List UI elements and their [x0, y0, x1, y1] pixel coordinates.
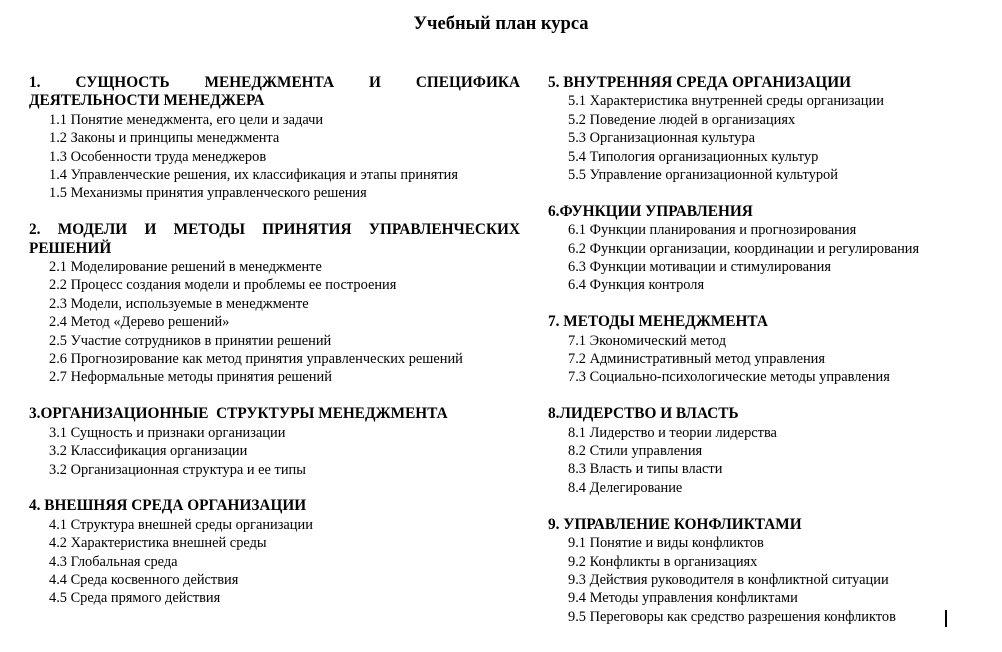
section-2-title-line1: 2. МОДЕЛИ И МЕТОДЫ ПРИНЯТИЯ УПРАВЛЕНЧЕСКИХ — [29, 221, 520, 239]
list-item: 7.2 Административный метод управления — [568, 351, 825, 368]
section-7-title: 7. МЕТОДЫ МЕНЕДЖМЕНТА — [548, 313, 768, 331]
list-item: 5.4 Типология организационных культур — [568, 148, 819, 165]
section-2 — [29, 221, 520, 387]
list-item: 1.4 Управленческие решения, их классификация и этапы принятия — [49, 167, 458, 184]
list-item: 9.3 Действия руководителя в конфликтной ситуации — [568, 571, 889, 588]
list-item: 5.3 Организационная культура — [568, 130, 755, 147]
list-item: 7.1 Экономический метод — [568, 332, 727, 349]
list-item: 6.3 Функции мотивации и стимулирования — [568, 259, 831, 276]
list-item: 4.1 Структура внешней среды организации — [49, 516, 313, 533]
document-title: Учебный план курса — [413, 14, 589, 34]
section-spacer — [548, 295, 978, 313]
section-8-title: 8.ЛИДЕРСТВО И ВЛАСТЬ — [548, 405, 739, 423]
section-1-title-line2: ДЕЯТЕЛЬНОСТИ МЕНЕДЖЕРА — [29, 92, 265, 110]
list-item: 8.4 Делегирование — [568, 479, 683, 496]
list-item: 6.4 Функция контроля — [568, 277, 705, 294]
list-item: 1.2 Законы и принципы менеджмента — [49, 130, 280, 147]
section-7-items — [548, 332, 978, 387]
section-9-title: 9. УПРАВЛЕНИЕ КОНФЛИКТАМИ — [548, 515, 802, 533]
section-1-items — [29, 111, 520, 203]
section-7 — [548, 313, 978, 387]
section-4-items — [29, 516, 520, 608]
section-8-items — [548, 424, 978, 498]
list-item: 5.5 Управление организационной культурой — [568, 167, 838, 184]
section-2-title-line2: РЕШЕНИЙ — [29, 239, 112, 257]
section-spacer — [548, 387, 978, 405]
list-item: 9.5 Переговоры как средство разрешения конфликтов — [568, 608, 896, 625]
list-item: 9.1 Понятие и виды конфликтов — [568, 535, 764, 552]
section-spacer — [548, 497, 978, 515]
section-spacer — [548, 184, 978, 202]
section-3-title: 3.ОРГАНИЗАЦИОННЫЕ СТРУКТУРЫ МЕНЕДЖМЕНТА — [29, 405, 448, 423]
section-spacer — [29, 387, 520, 405]
section-1-title-line1: 1. СУЩНОСТЬ МЕНЕДЖМЕНТА И СПЕЦИФИКА — [29, 74, 520, 91]
list-item: 3.1 Сущность и признаки организации — [49, 424, 286, 441]
section-9 — [548, 516, 978, 626]
list-item: 6.1 Функции планирования и прогнозирования — [568, 222, 857, 239]
list-item: 3.2 Организационная структура и ее типы — [49, 461, 306, 478]
list-item: 3.2 Классификация организации — [49, 443, 248, 460]
list-item: 8.3 Власть и типы власти — [568, 461, 723, 478]
section-6-items — [548, 221, 978, 295]
list-item: 1.5 Механизмы принятия управленческого решения — [49, 185, 367, 202]
list-item: 6.2 Функции организации, координации и регулирования — [568, 240, 920, 257]
right-column — [548, 74, 978, 626]
section-spacer — [29, 479, 520, 497]
list-item: 7.3 Социально-психологические методы управления — [568, 369, 890, 386]
section-3-items — [29, 424, 520, 479]
list-item: 4.4 Среда косвенного действия — [49, 571, 239, 588]
section-9-items — [548, 534, 978, 626]
list-item: 1.1 Понятие менеджмента, его цели и задачи — [49, 111, 324, 128]
list-item: 8.2 Стили управления — [568, 443, 703, 460]
list-item: 2.5 Участие сотрудников в принятии решений — [49, 332, 332, 349]
list-item: 2.3 Модели, используемые в менеджменте — [49, 295, 309, 312]
list-item: 4.3 Глобальная среда — [49, 553, 178, 570]
text-cursor — [945, 610, 947, 627]
section-5-title: 5. ВНУТРЕННЯЯ СРЕДА ОРГАНИЗАЦИИ — [548, 74, 852, 91]
section-4-title: 4. ВНЕШНЯЯ СРЕДА ОРГАНИЗАЦИИ — [29, 497, 307, 515]
section-spacer — [29, 203, 520, 221]
list-item: 9.2 Конфликты в организациях — [568, 553, 758, 570]
section-5 — [548, 74, 978, 184]
section-4 — [29, 497, 520, 607]
section-3 — [29, 405, 520, 479]
list-item: 5.1 Характеристика внутренней среды организации — [568, 93, 884, 110]
list-item: 5.2 Поведение людей в организациях — [568, 111, 796, 128]
list-item: 9.4 Методы управления конфликтами — [568, 590, 798, 607]
list-item: 2.7 Неформальные методы принятия решений — [49, 369, 332, 386]
section-5-items — [548, 92, 978, 184]
section-6 — [548, 203, 978, 295]
left-column — [29, 74, 520, 608]
section-8 — [548, 405, 978, 497]
section-1 — [29, 74, 520, 203]
list-item: 2.4 Метод «Дерево решений» — [49, 314, 230, 331]
list-item: 2.1 Моделирование решений в менеджменте — [49, 259, 322, 276]
section-2-items — [29, 258, 520, 387]
list-item: 2.2 Процесс создания модели и проблемы ее построения — [49, 277, 397, 294]
list-item: 1.3 Особенности труда менеджеров — [49, 148, 267, 165]
list-item: 4.2 Характеристика внешней среды — [49, 535, 267, 552]
list-item: 4.5 Среда прямого действия — [49, 590, 221, 607]
list-item: 8.1 Лидерство и теории лидерства — [568, 424, 777, 441]
section-6-title: 6.ФУНКЦИИ УПРАВЛЕНИЯ — [548, 202, 753, 220]
list-item: 2.6 Прогнозирование как метод принятия управленческих решений — [49, 351, 463, 368]
